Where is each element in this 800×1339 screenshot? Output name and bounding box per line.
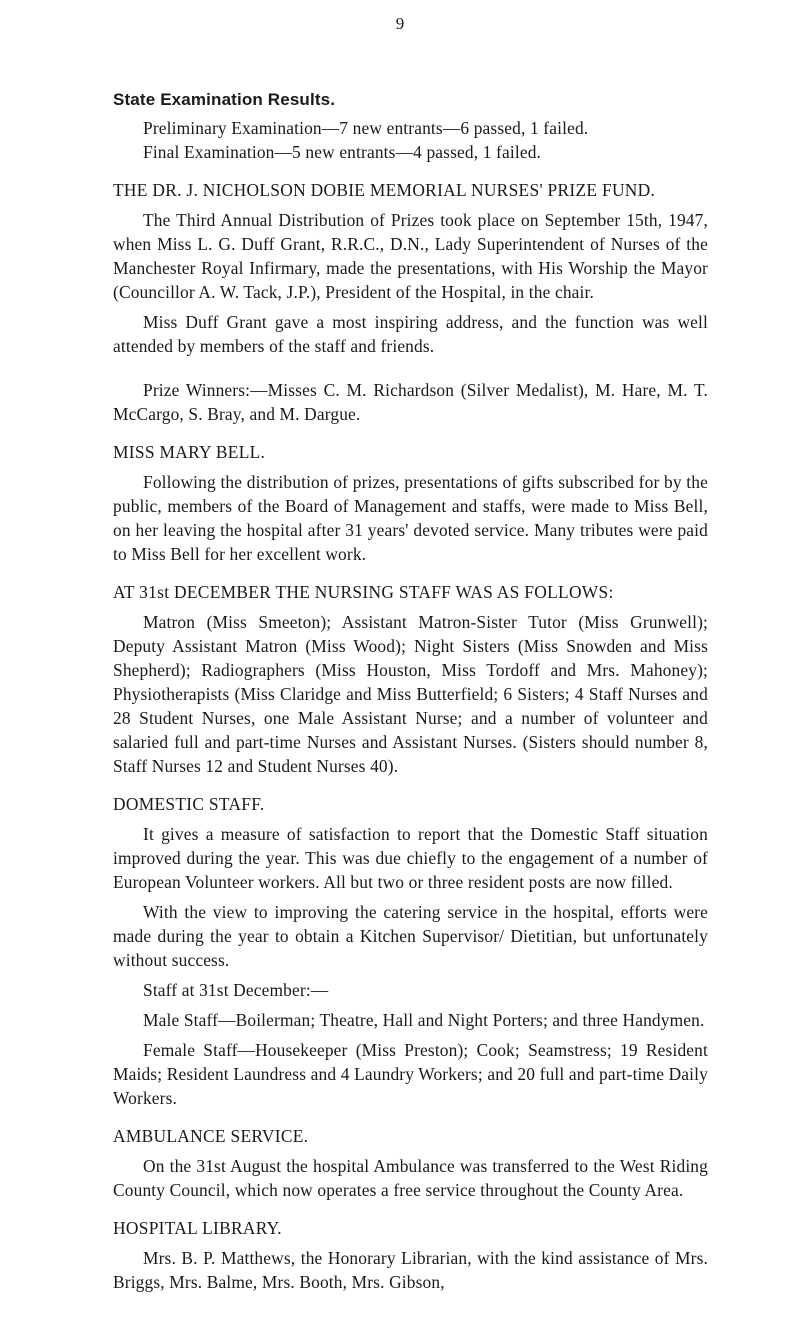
domestic-staff-paragraph-3: Staff at 31st December:—: [143, 980, 329, 1000]
preliminary-exam-line: Preliminary Examination—7 new entrants—6 passed, 1 failed.: [143, 118, 589, 138]
state-exam-section: [113, 88, 708, 164]
ambulance-section: [113, 1124, 708, 1202]
nursing-staff-paragraph: Matron (Miss Smeeton); Assistant Matron-Sister Tutor (Miss Grunwell); Deputy Assistant Matron (Miss Wood); Night Sisters (Miss Snowden and Miss Shepherd); Radiographers (Miss Houston, Miss Tordoff and Mrs. Mahoney); Physiotherapists (Miss Claridge and Miss Butterfield; 6 Sisters; 4 Staff Nurses and 28 Student Nurses, one Male Assistant Nurse; and a number of volunteer and salaried full and part-time Nurses and Assistant Nurses. (Sisters should number 8, Staff Nurses 12 and Student Nurses 40).: [113, 612, 708, 776]
library-section: [113, 1216, 708, 1294]
page-number: 9: [395, 14, 405, 33]
library-heading: HOSPITAL LIBRARY.: [113, 1218, 282, 1238]
male-staff-paragraph: Male Staff—Boilerman; Theatre, Hall and Night Porters; and three Handymen.: [143, 1010, 705, 1030]
prize-fund-paragraph-1: The Third Annual Distribution of Prizes took place on September 15th, 1947, when Miss L. G. Duff Grant, R.R.C., D.N., Lady Superintendent of Nurses of the Manchester Royal Infirmary, made the presentations, with His Worship the Mayor (Councillor A. W. Tack, J.P.), President of the Hospital, in the chair.: [113, 210, 708, 302]
miss-bell-heading: MISS MARY BELL.: [113, 442, 266, 462]
prize-fund-heading: THE DR. J. NICHOLSON DOBIE MEMORIAL NURSES' PRIZE FUND.: [113, 180, 656, 200]
domestic-staff-paragraph-1: It gives a measure of satisfaction to report that the Domestic Staff situation improved during the year. This was due chiefly to the engagement of a number of European Volunteer workers. All but two or three resident posts are now filled.: [113, 824, 708, 892]
ambulance-heading: AMBULANCE SERVICE.: [113, 1126, 309, 1146]
domestic-staff-section: [113, 792, 708, 1110]
nursing-staff-section: [113, 580, 708, 778]
page-content: [113, 80, 708, 1294]
state-exam-heading: State Examination Results.: [113, 90, 336, 109]
library-paragraph: Mrs. B. P. Matthews, the Honorary Librarian, with the kind assistance of Mrs. Briggs, Mrs. Balme, Mrs. Booth, Mrs. Gibson,: [113, 1248, 708, 1292]
domestic-staff-heading: DOMESTIC STAFF.: [113, 794, 265, 814]
female-staff-paragraph: Female Staff—Housekeeper (Miss Preston); Cook; Seamstress; 19 Resident Maids; Resident Laundress and 4 Laundry Workers; and 20 full and part-time Daily Workers.: [113, 1040, 708, 1108]
miss-bell-paragraph: Following the distribution of prizes, presentations of gifts subscribed for by the public, members of the Board of Management and staffs, were made to Miss Bell, on her leaving the hospital after 31 years' devoted service. Many tributes were paid to Miss Bell for her excellent work.: [113, 472, 708, 564]
prize-fund-section: [113, 178, 708, 426]
domestic-staff-paragraph-2: With the view to improving the catering service in the hospital, efforts were made during the year to obtain a Kitchen Supervisor/ Dietitian, but unfortunately without success.: [113, 902, 708, 970]
prize-fund-paragraph-2: Miss Duff Grant gave a most inspiring address, and the function was well attended by members of the staff and friends.: [113, 312, 708, 356]
final-exam-line: Final Examination—5 new entrants—4 passed, 1 failed.: [143, 142, 542, 162]
miss-bell-section: [113, 440, 708, 566]
ambulance-paragraph: On the 31st August the hospital Ambulance was transferred to the West Riding County Council, which now operates a free service throughout the County Area.: [113, 1156, 708, 1200]
prize-winners-paragraph: Prize Winners:—Misses C. M. Richardson (Silver Medalist), M. Hare, M. T. McCargo, S. Bray, and M. Dargue.: [113, 380, 708, 424]
nursing-staff-heading: AT 31st DECEMBER THE NURSING STAFF WAS AS FOLLOWS:: [113, 582, 614, 602]
